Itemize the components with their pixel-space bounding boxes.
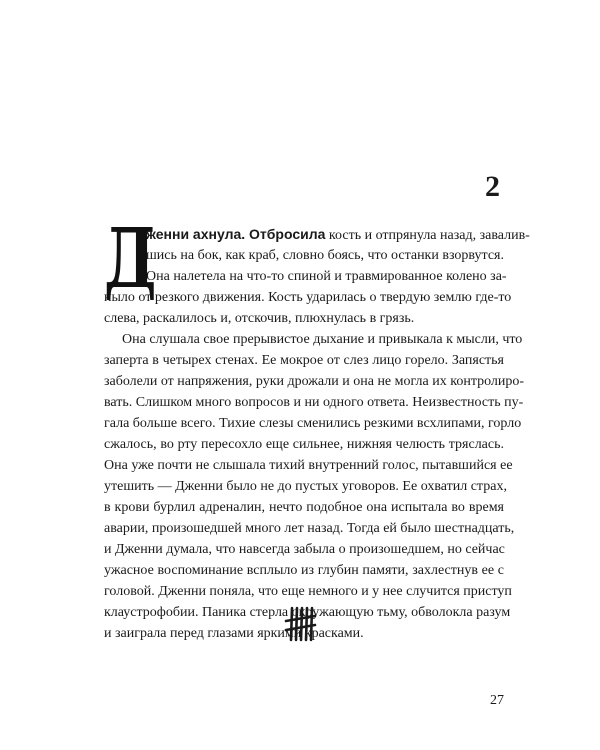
paragraph-line: головой. Дженни поняла, что еще немного и у нее случится приступ xyxy=(104,584,512,599)
paragraph-line: в крови бурлил адреналин, нечто подобное она испытала во время xyxy=(104,500,504,515)
lead-in: женни ахнула. Отбросила xyxy=(146,226,326,242)
paragraph-line: ужасное воспоминание всплыло из глубин памяти, захлестнув ее с xyxy=(104,563,504,578)
body-text xyxy=(104,211,530,644)
paragraph-line: слева, раскалилось и, отскочив, плюхнулась в грязь. xyxy=(104,311,415,326)
paragraph-line: Она слушала свое прерывистое дыхание и привыкала к мысли, что xyxy=(122,332,523,347)
paragraph-line: гала больше всего. Тихие слезы сменились резкими всхлипами, горло xyxy=(104,416,522,431)
paragraph-line: шись на бок, как краб, словно боясь, что останки взорвутся. xyxy=(146,248,504,263)
paragraph-line: аварии, произошедшей много лет назад. Тогда ей было шестнадцать, xyxy=(104,521,515,536)
paragraph-line: утешить — Дженни было не до пустых уговоров. Ее охватил страх, xyxy=(104,479,507,494)
paragraph-line: и заиграла перед глазами яркими красками. xyxy=(104,626,364,641)
paragraph-line: ныло от резкого движения. Кость ударилась о твердую землю где-то xyxy=(104,290,512,305)
paragraph-line: клаустрофобии. Паника стерла окружающую тьму, обволокла разум xyxy=(104,605,511,620)
paragraph-line: заболели от напряжения, руки дрожали и она не могла их контролиро- xyxy=(104,374,525,389)
paragraph-line: Она налетела на что-то спиной и травмированное колено за- xyxy=(146,269,507,284)
chapter-number: 2 xyxy=(485,170,500,203)
tally-marks-icon xyxy=(283,606,317,642)
paragraph-line: сжалось, во рту пересохло еще сильнее, нижняя челюсть тряслась. xyxy=(104,437,504,452)
paragraph-line: женни ахнула. Отбросила кость и отпрянула назад, завалив- xyxy=(146,226,530,243)
paragraph-line: вать. Слишком много вопросов и ни одного ответа. Неизвестность пу- xyxy=(104,395,524,410)
drop-cap: Д xyxy=(104,211,156,307)
paragraph-line: и Дженни думала, что навсегда забыла о произошедшем, но сейчас xyxy=(104,542,505,557)
paragraph-line: Она уже почти не слышала тихий внутренний голос, пытавшийся ее xyxy=(104,458,513,473)
page-number: 27 xyxy=(490,693,504,708)
paragraph-line: заперта в четырех стенах. Ее мокрое от слез лицо горело. Запястья xyxy=(104,353,504,368)
